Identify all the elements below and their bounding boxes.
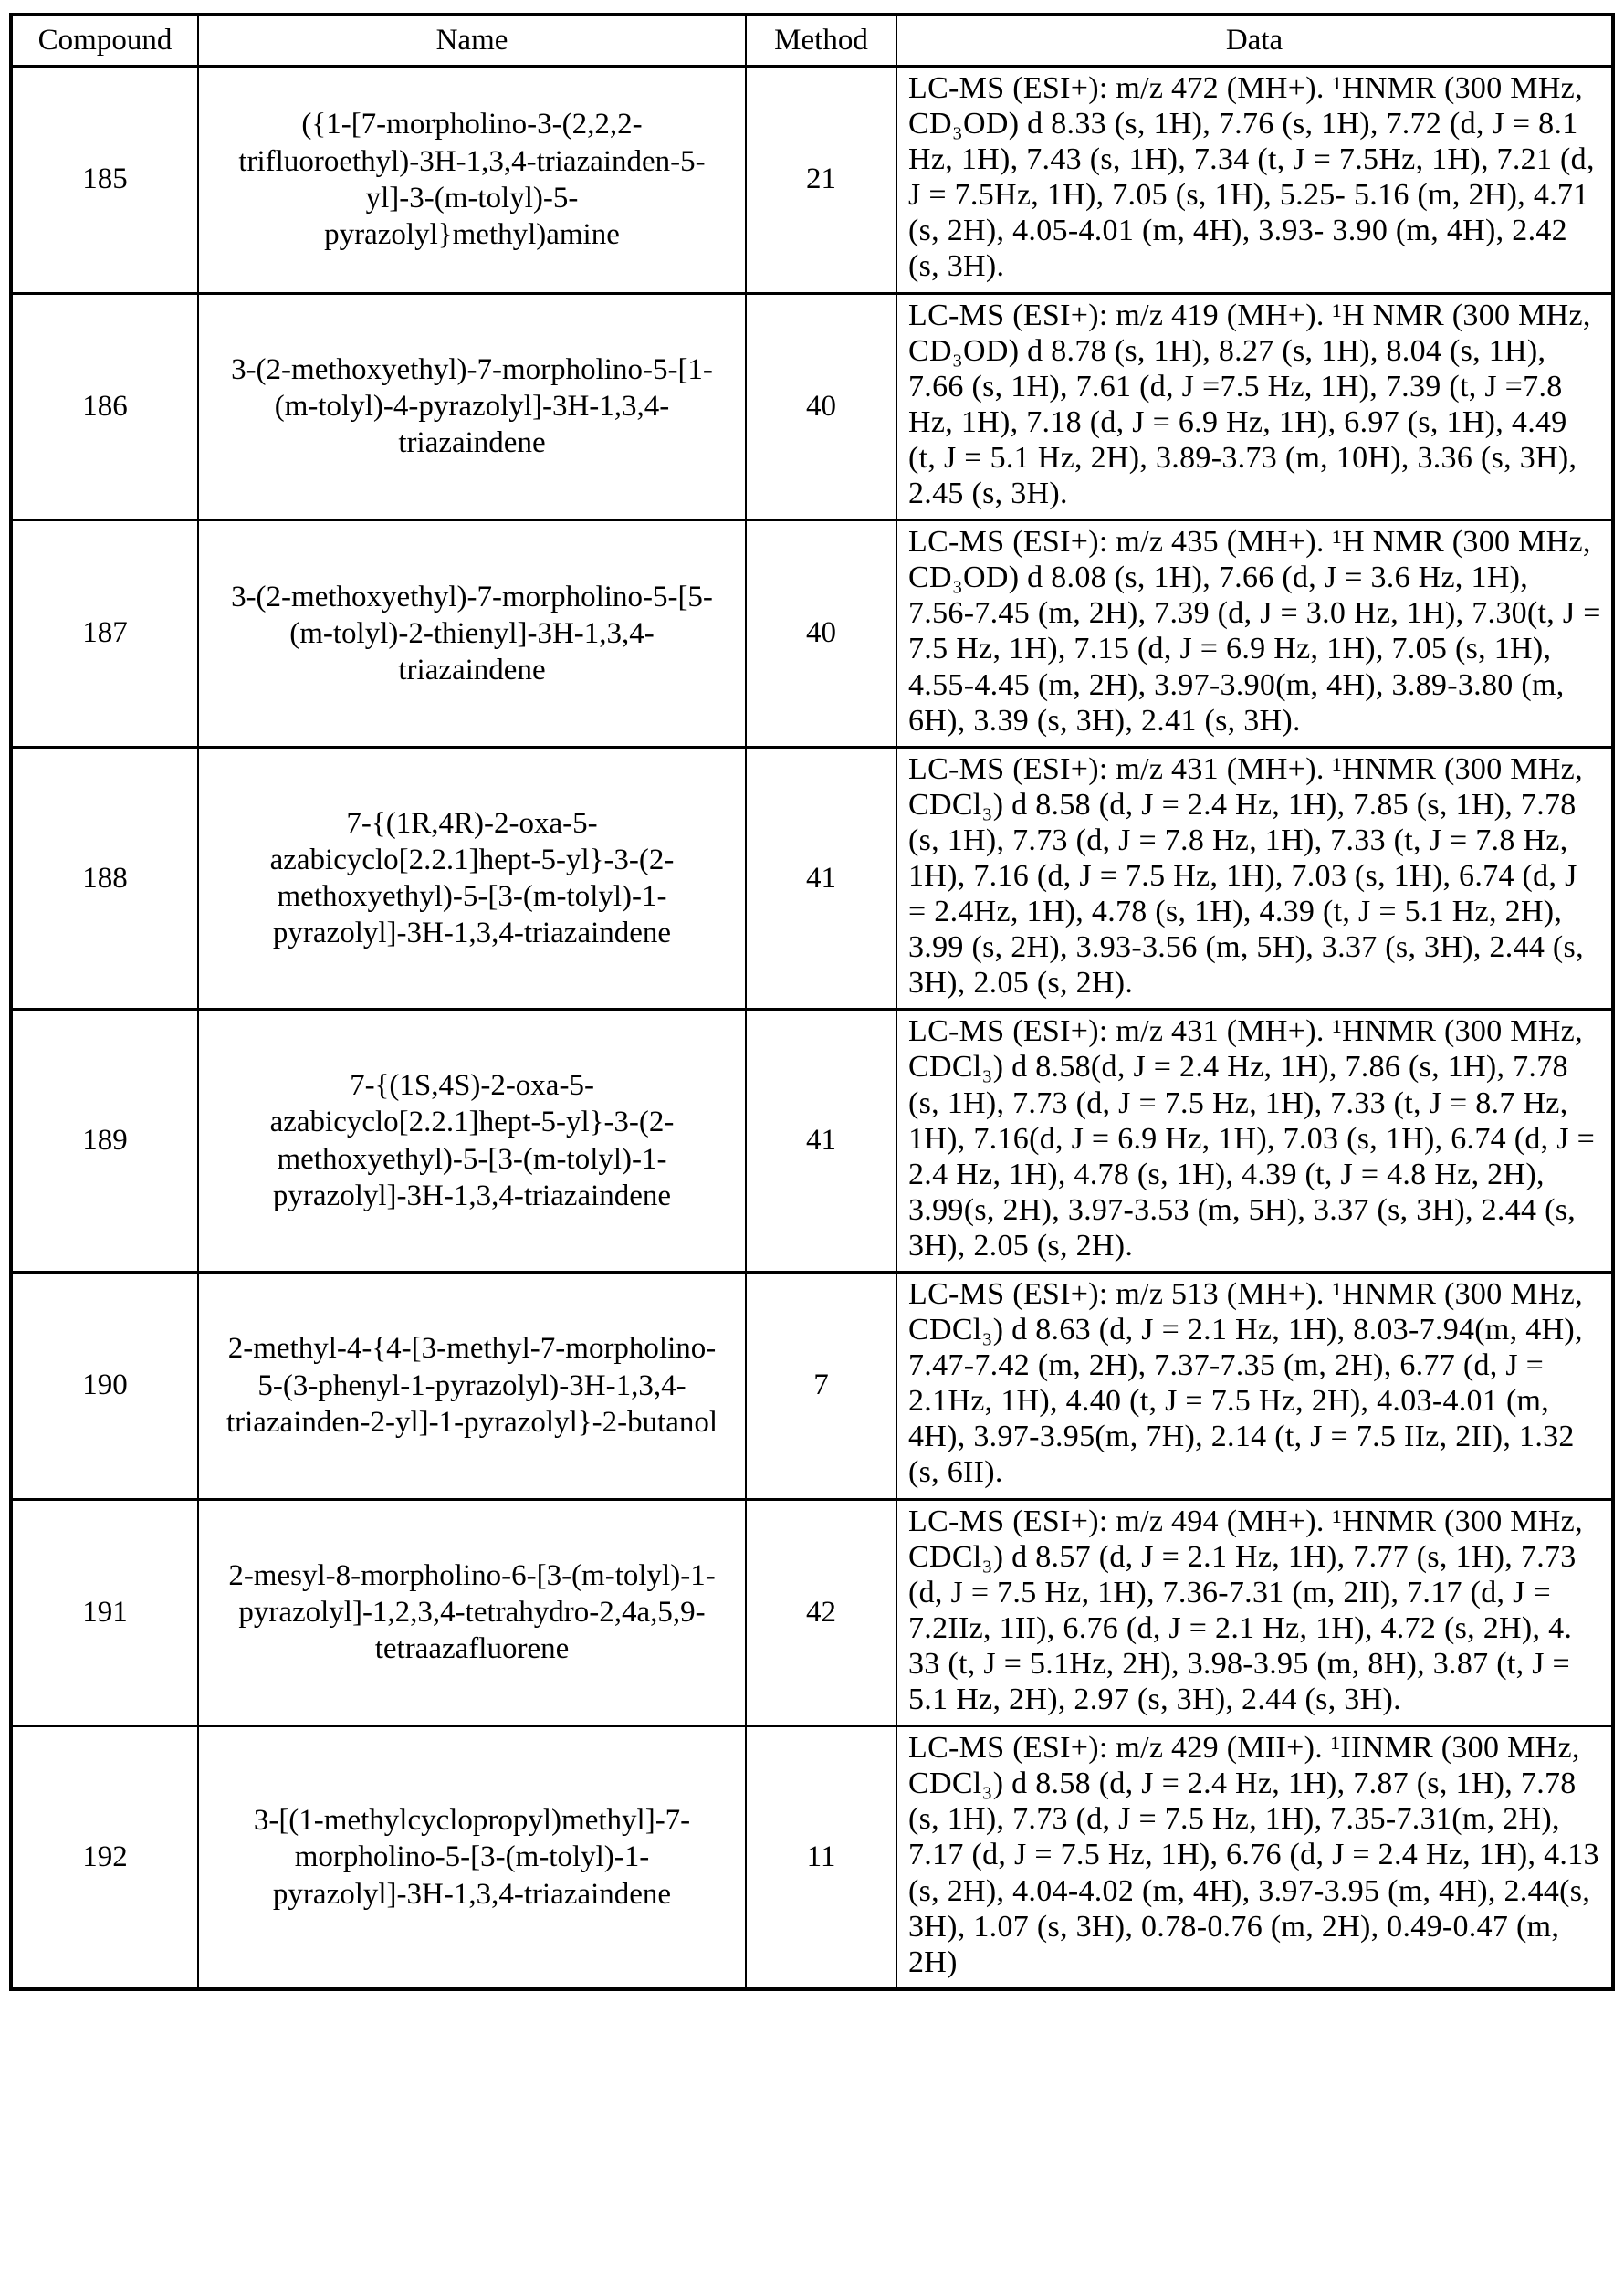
- method-number: 40: [746, 520, 896, 748]
- compound-number: 191: [11, 1499, 198, 1726]
- analytical-data: LC-MS (ESI+): m/z 431 (MH+). ¹HNMR (300 MHz, CDCl₃) d 8.58 (d, J = 2.4 Hz, 1H), 7.85 (s, 1H), 7.78 (s, 1H), 7.73 (d, J = 7.8 Hz, 1H), 7.33 (t, J = 7.8 Hz, 1H), 7.16 (d, J = 7.5 Hz, 1H), 7.03 (s, 1H), 6.74 (d, J = 2.4Hz, 1H), 4.78 (s, 1H), 4.39 (t, J = 5.1 Hz, 2H), 3.99 (s, 2H), 3.93-3.56 (m, 5H), 3.37 (s, 3H), 2.44 (s, 3H), 2.05 (s, 2H).: [896, 747, 1613, 1010]
- table-header: [11, 15, 1613, 67]
- method-number: 21: [746, 67, 896, 294]
- column-header-method: Method: [746, 15, 896, 67]
- table-row: [11, 67, 1613, 294]
- column-header-compound: Compound: [11, 15, 198, 67]
- header-row: [11, 15, 1613, 67]
- method-number: 7: [746, 1273, 896, 1500]
- compound-name: 3-(2-methoxyethyl)-7-morpholino-5-[5-(m-tolyl)-2-thienyl]-3H-1,3,4-triazaindene: [198, 520, 746, 748]
- column-header-name: Name: [198, 15, 746, 67]
- method-number: 11: [746, 1726, 896, 1989]
- analytical-data: LC-MS (ESI+): m/z 429 (MII+). ¹IINMR (300 MHz, CDCl₃) d 8.58 (d, J = 2.4 Hz, 1H), 7.87 (s, 1H), 7.78 (s, 1H), 7.73 (d, J = 7.5 Hz, 1H), 7.35-7.31(m, 2H), 7.17 (d, J = 7.5 Hz, 1H), 6.76 (d, J = 2.4 Hz, 1H), 4.13 (s, 2H), 4.04-4.02 (m, 4H), 3.97-3.95 (m, 4H), 2.44(s, 3H), 1.07 (s, 3H), 0.78-0.76 (m, 2H), 0.49-0.47 (m, 2H): [896, 1726, 1613, 1989]
- method-number: 41: [746, 1010, 896, 1273]
- method-number: 42: [746, 1499, 896, 1726]
- table-row: [11, 1010, 1613, 1273]
- compound-number: 192: [11, 1726, 198, 1989]
- compound-name: 2-methyl-4-{4-[3-methyl-7-morpholino-5-(3-phenyl-1-pyrazolyl)-3H-1,3,4-triazainden-2-yl]-1-pyrazolyl}-2-butanol: [198, 1273, 746, 1500]
- analytical-data: LC-MS (ESI+): m/z 419 (MH+). ¹H NMR (300 MHz, CD₃OD) d 8.78 (s, 1H), 8.27 (s, 1H), 8.04 (s, 1H), 7.66 (s, 1H), 7.61 (d, J =7.5 Hz, 1H), 7.39 (t, J =7.8 Hz, 1H), 7.18 (d, J = 6.9 Hz, 1H), 6.97 (s, 1H), 4.49 (t, J = 5.1 Hz, 2H), 3.89-3.73 (m, 10H), 3.36 (s, 3H), 2.45 (s, 3H).: [896, 293, 1613, 520]
- analytical-data: LC-MS (ESI+): m/z 435 (MH+). ¹H NMR (300 MHz, CD₃OD) d 8.08 (s, 1H), 7.66 (d, J = 3.6 Hz, 1H), 7.56-7.45 (m, 2H), 7.39 (d, J = 3.0 Hz, 1H), 7.30(t, J = 7.5 Hz, 1H), 7.15 (d, J = 6.9 Hz, 1H), 7.05 (s, 1H), 4.55-4.45 (m, 2H), 3.97-3.90(m, 4H), 3.89-3.80 (m, 6H), 3.39 (s, 3H), 2.41 (s, 3H).: [896, 520, 1613, 748]
- method-number: 41: [746, 747, 896, 1010]
- column-header-data: Data: [896, 15, 1613, 67]
- compound-number: 190: [11, 1273, 198, 1500]
- compound-number: 185: [11, 67, 198, 294]
- method-number: 40: [746, 293, 896, 520]
- compound-number: 186: [11, 293, 198, 520]
- compound-name: 3-(2-methoxyethyl)-7-morpholino-5-[1-(m-tolyl)-4-pyrazolyl]-3H-1,3,4-triazaindene: [198, 293, 746, 520]
- analytical-data: LC-MS (ESI+): m/z 494 (MH+). ¹HNMR (300 MHz, CDCl₃) d 8.57 (d, J = 2.1 Hz, 1H), 7.77 (s, 1H), 7.73 (d, J = 7.5 Hz, 1H), 7.36-7.31 (m, 2II), 7.17 (d, J = 7.2IIz, 1II), 6.76 (d, J = 2.1 Hz, 1H), 4.72 (s, 2H), 4. 33 (t, J = 5.1Hz, 2H), 3.98-3.95 (m, 8H), 3.87 (t, J = 5.1 Hz, 2H), 2.97 (s, 3H), 2.44 (s, 3H).: [896, 1499, 1613, 1726]
- table-row: [11, 1726, 1613, 1989]
- compound-name: 3-[(1-methylcyclopropyl)methyl]-7-morpholino-5-[3-(m-tolyl)-1-pyrazolyl]-3H-1,3,4-triazaindene: [198, 1726, 746, 1989]
- compound-name: 2-mesyl-8-morpholino-6-[3-(m-tolyl)-1-pyrazolyl]-1,2,3,4-tetrahydro-2,4a,5,9-tetraazafluorene: [198, 1499, 746, 1726]
- table-row: [11, 293, 1613, 520]
- analytical-data: LC-MS (ESI+): m/z 472 (MH+). ¹HNMR (300 MHz, CD₃OD) d 8.33 (s, 1H), 7.76 (s, 1H), 7.72 (d, J = 8.1 Hz, 1H), 7.43 (s, 1H), 7.34 (t, J = 7.5Hz, 1H), 7.21 (d, J = 7.5Hz, 1H), 7.05 (s, 1H), 5.25- 5.16 (m, 2H), 4.71 (s, 2H), 4.05-4.01 (m, 4H), 3.93- 3.90 (m, 4H), 2.42 (s, 3H).: [896, 67, 1613, 294]
- table-body: [11, 67, 1613, 1989]
- compound-name: 7-{(1S,4S)-2-oxa-5-azabicyclo[2.2.1]hept-5-yl}-3-(2-methoxyethyl)-5-[3-(m-tolyl)-1-pyrazolyl]-3H-1,3,4-triazaindene: [198, 1010, 746, 1273]
- compound-number: 188: [11, 747, 198, 1010]
- table-row: [11, 1499, 1613, 1726]
- table-row: [11, 747, 1613, 1010]
- compound-number: 189: [11, 1010, 198, 1273]
- compound-name: 7-{(1R,4R)-2-oxa-5-azabicyclo[2.2.1]hept-5-yl}-3-(2-methoxyethyl)-5-[3-(m-tolyl)-1-pyrazolyl]-3H-1,3,4-triazaindene: [198, 747, 746, 1010]
- compound-name: ({1-[7-morpholino-3-(2,2,2-trifluoroethyl)-3H-1,3,4-triazainden-5-yl]-3-(m-tolyl)-5-pyrazolyl}methyl)amine: [198, 67, 746, 294]
- compound-number: 187: [11, 520, 198, 748]
- table-row: [11, 520, 1613, 748]
- analytical-data: LC-MS (ESI+): m/z 513 (MH+). ¹HNMR (300 MHz, CDCl₃) d 8.63 (d, J = 2.1 Hz, 1H), 8.03-7.94(m, 4H), 7.47-7.42 (m, 2H), 7.37-7.35 (m, 2H), 6.77 (d, J = 2.1Hz, 1H), 4.40 (t, J = 7.5 Hz, 2H), 4.03-4.01 (m, 4H), 3.97-3.95(m, 7H), 2.14 (t, J = 7.5 IIz, 2II), 1.32 (s, 6II).: [896, 1273, 1613, 1500]
- table-row: [11, 1273, 1613, 1500]
- analytical-data: LC-MS (ESI+): m/z 431 (MH+). ¹HNMR (300 MHz, CDCl₃) d 8.58(d, J = 2.4 Hz, 1H), 7.86 (s, 1H), 7.78 (s, 1H), 7.73 (d, J = 7.5 Hz, 1H), 7.33 (t, J = 8.7 Hz, 1H), 7.16(d, J = 6.9 Hz, 1H), 7.03 (s, 1H), 6.74 (d, J = 2.4 Hz, 1H), 4.78 (s, 1H), 4.39 (t, J = 4.8 Hz, 2H), 3.99(s, 2H), 3.97-3.53 (m, 5H), 3.37 (s, 3H), 2.44 (s, 3H), 2.05 (s, 2H).: [896, 1010, 1613, 1273]
- compound-data-table: [9, 13, 1615, 1991]
